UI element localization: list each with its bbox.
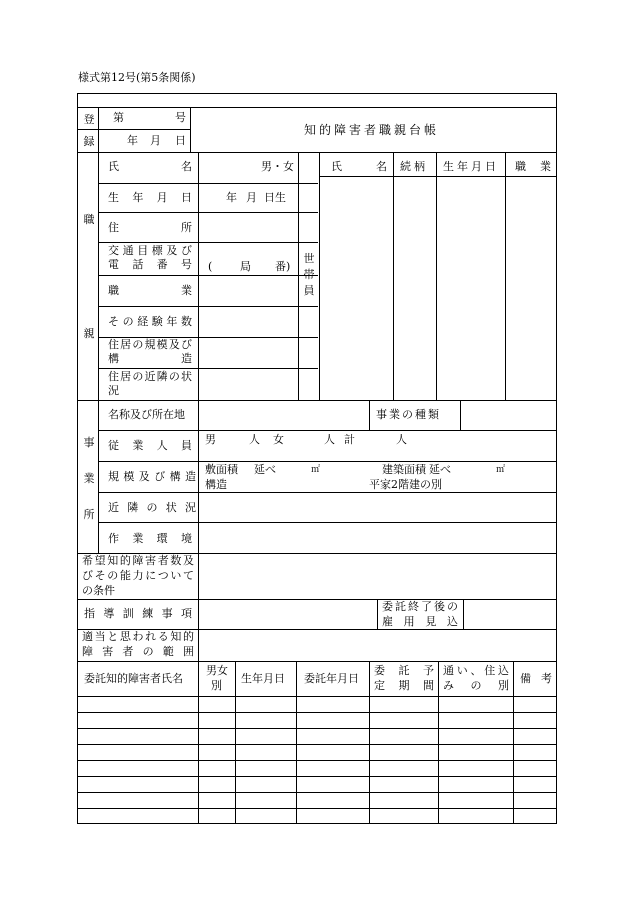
registration-date-year: 年	[127, 134, 138, 147]
residence-neighbor-label-1: 住居の近隣の状	[108, 370, 192, 383]
parent-transport-label-1: 交通目標及び	[108, 244, 192, 257]
desired-conditions-label-2: びその能力について	[82, 569, 194, 582]
entrusted-sex-header-1: 男女	[206, 664, 228, 677]
business-label-2: 業	[83, 472, 95, 485]
structure-label: 構造	[205, 478, 227, 491]
parent-birthdate-label: 生年月日	[108, 191, 192, 204]
registration-number-prefix: 第	[113, 111, 124, 124]
registration-label-bottom: 録	[83, 135, 95, 148]
business-employees-label: 従業人員	[108, 439, 192, 452]
desired-conditions-label-1: 希望知的障害者数及	[82, 554, 194, 567]
parent-birthdate-year: 年	[226, 191, 237, 204]
building-unit: ㎡	[496, 465, 506, 475]
suitable-range-label-1: 適当と思われる知的	[82, 630, 194, 643]
site-total-floor-label: 延べ	[254, 463, 276, 476]
parent-phone-open: (	[208, 260, 213, 273]
employees-people-3: 人	[396, 433, 407, 446]
registry-form	[77, 93, 557, 824]
business-type-label: 事業の種類	[376, 408, 441, 421]
business-label-1: 事	[83, 436, 95, 449]
form-number: 様式第12号(第5条関係)	[78, 71, 196, 84]
business-label-3: 所	[83, 508, 95, 521]
parent-sex-value: 男・女	[261, 160, 294, 173]
entrusted-commute-header-2: みの別	[443, 679, 509, 692]
guidance-label: 指導訓練事項	[84, 607, 192, 620]
residence-neighbor-label-2: 況	[108, 384, 119, 397]
site-unit: ㎡	[311, 465, 321, 475]
page-title: 知的障害者職親台帳	[304, 123, 440, 137]
employment-outlook-label-1: 委託終了後の	[382, 600, 458, 613]
foster-parent-label-bottom: 親	[83, 327, 95, 340]
parent-birthdate-day: 日生	[264, 191, 286, 204]
employees-female: 女	[273, 433, 284, 446]
employment-outlook-label-2: 雇用見込	[382, 615, 458, 628]
employees-male: 男	[205, 433, 216, 446]
business-name-location-label: 名称及び所在地	[108, 408, 185, 421]
entrusted-remarks-header: 備考	[520, 672, 552, 685]
registration-date-month: 月	[150, 134, 161, 147]
entrusted-sex-header-2: 別	[211, 679, 222, 692]
entrusted-period-header-1: 委託予	[374, 664, 434, 677]
household-relationship-header: 続柄	[400, 160, 428, 173]
business-neighborhood-label: 近隣の状況	[108, 501, 196, 514]
household-label: 世帯員	[303, 252, 315, 297]
household-occupation-header: 職業	[515, 160, 551, 173]
site-area-label: 敷面積	[205, 463, 238, 476]
employees-total: 計	[344, 433, 355, 446]
floors-label: 平家2階建の別	[369, 478, 442, 491]
employees-people-2: 人	[324, 433, 335, 446]
building-total-floor-label: 延べ	[429, 463, 451, 476]
employees-people-1: 人	[249, 433, 260, 446]
residence-size-label-1: 住居の規模及び	[108, 338, 192, 351]
household-name-header: 氏名	[331, 160, 387, 173]
parent-phone-close: 番)	[275, 260, 291, 273]
entrusted-date-header: 委託年月日	[304, 672, 359, 685]
household-birthdate-header: 生年月日	[443, 160, 499, 173]
entrusted-commute-header-1: 通い、住込	[443, 664, 509, 677]
residence-size-label-2: 構造	[108, 352, 192, 365]
desired-conditions-label-3: の条件	[82, 584, 115, 597]
parent-address-label: 住所	[108, 221, 192, 234]
registration-number-suffix: 号	[175, 111, 186, 124]
parent-phone-bureau: 局	[240, 260, 251, 273]
entrusted-birthdate-header: 生年月日	[241, 672, 285, 685]
parent-occupation-label: 職業	[108, 284, 192, 297]
parent-transport-label-2: 電話番号	[108, 258, 192, 271]
business-scale-label: 規模及び構造	[108, 470, 196, 483]
registration-label-top: 登	[83, 113, 95, 126]
suitable-range-label-2: 障害者の範囲	[82, 645, 194, 658]
foster-parent-label-top: 職	[83, 213, 95, 226]
parent-name-label: 氏名	[108, 160, 192, 173]
parent-birthdate-month: 月	[246, 191, 257, 204]
registration-date-day: 日	[175, 134, 186, 147]
entrusted-name-header: 委託知的障害者氏名	[84, 672, 183, 685]
business-environment-label: 作業環境	[108, 532, 192, 545]
building-area-label: 建築面積	[382, 463, 426, 476]
parent-experience-label: その経験年数	[108, 315, 192, 328]
entrusted-period-header-2: 定期間	[374, 679, 434, 692]
